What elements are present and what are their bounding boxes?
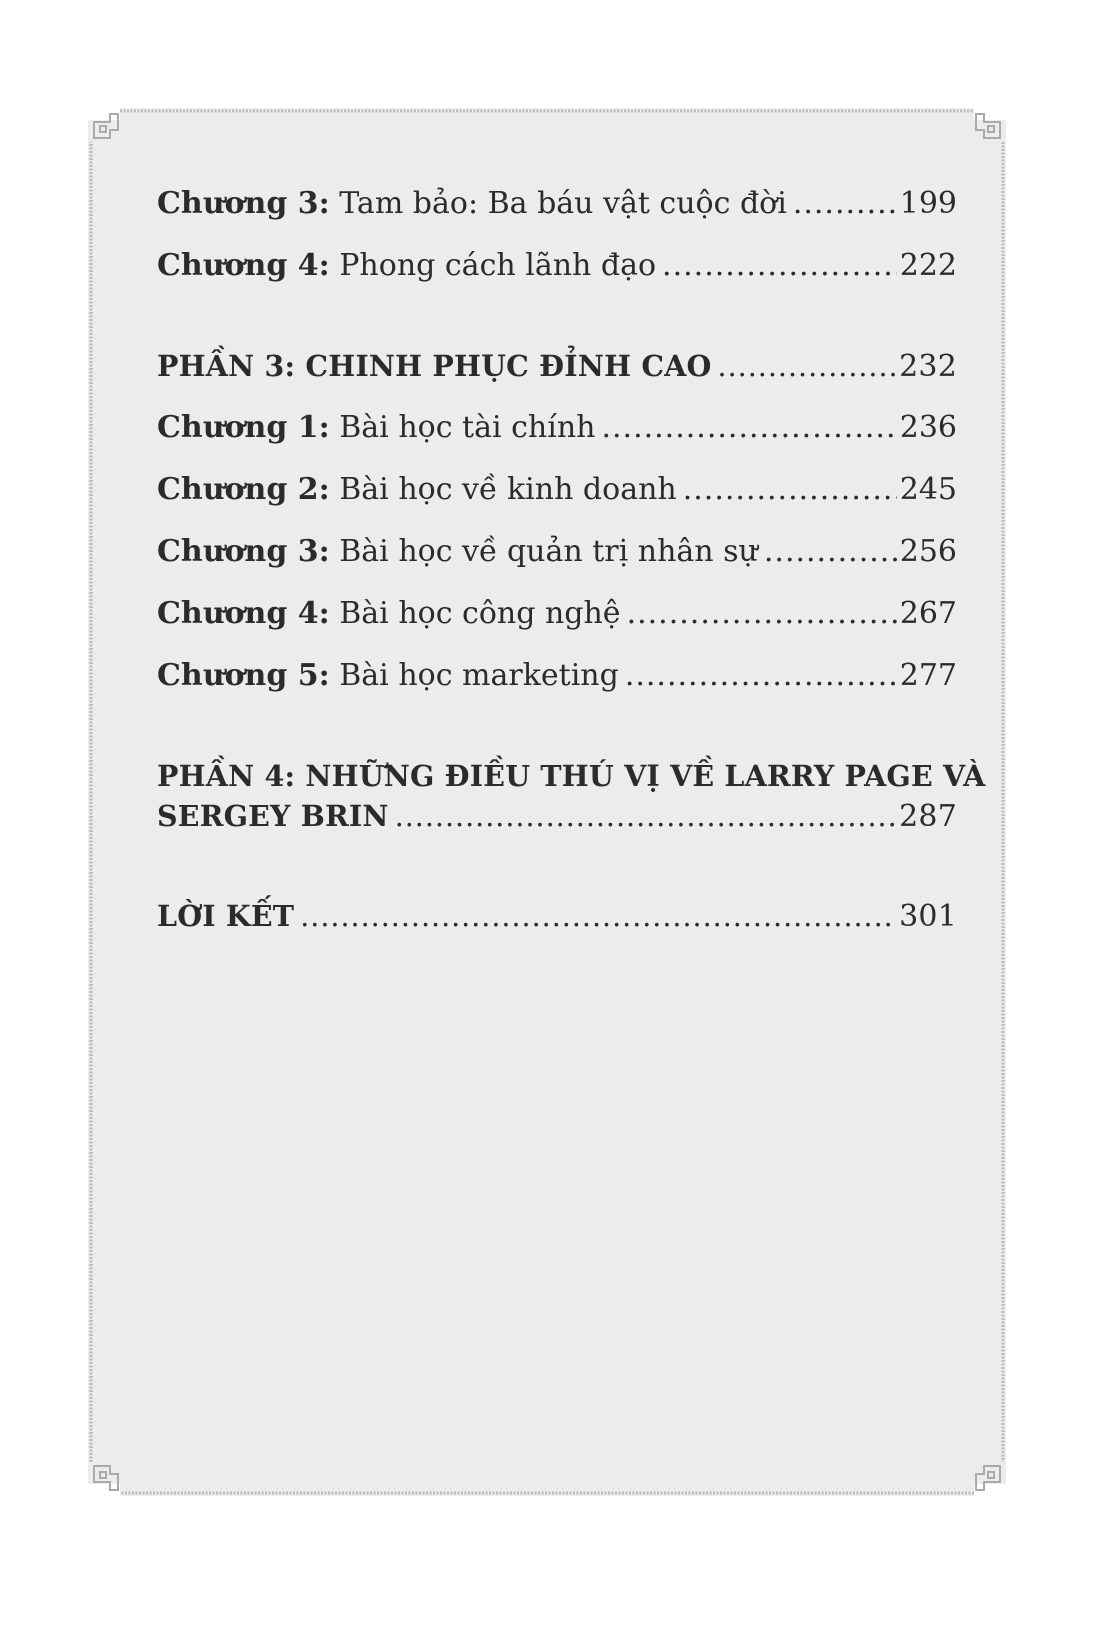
toc-entry-label: Chương 4: Phong cách lãnh đạo [157,248,657,283]
toc-part-label: PHẦN 3: CHINH PHỤC ĐỈNH CAO [157,349,712,383]
toc-entry-part-4[interactable] [157,756,986,836]
toc-entry-chapter-5-marketing[interactable] [157,656,957,696]
toc-page-number: 222 [899,248,957,283]
dot-leader [601,408,896,448]
dot-leader [627,594,897,634]
toc-entry-epilogue[interactable] [157,896,957,936]
toc-page-number: 245 [899,472,957,507]
dot-leader [793,184,897,224]
toc-page-number: 236 [899,410,957,445]
toc-entry-chapter-3-tam-bao[interactable] [157,184,957,224]
toc-part-4-second-line [157,796,957,836]
toc-page-number: 232 [899,349,957,384]
toc-entry-chapter-2-kinh-doanh[interactable] [157,470,957,510]
toc-part-label-line-1: PHẦN 4: NHỮNG ĐIỀU THÚ VỊ VỀ LARRY PAGE VÀ [157,759,986,793]
toc-page-number: 277 [899,658,957,693]
toc-entry-label: Chương 5: Bài học marketing [157,658,619,693]
toc-epilogue-label: LỜI KẾT [157,899,295,933]
dot-leader [300,897,896,937]
toc-entry-chapter-4-cong-nghe[interactable] [157,594,957,634]
toc-entry-label: Chương 2: Bài học về kinh doanh [157,472,677,507]
toc-entry-part-3[interactable] [157,346,957,386]
dot-leader [395,797,896,837]
toc-entry-chapter-4-phong-cach[interactable] [157,246,957,286]
dot-leader [683,470,897,510]
table-of-contents [157,184,986,958]
toc-page-number: 199 [899,186,957,221]
toc-entry-label: Chương 1: Bài học tài chính [157,410,596,445]
toc-entry-chapter-1-tai-chinh[interactable] [157,408,957,448]
toc-page-number: 287 [899,799,957,834]
toc-page-number: 267 [899,596,957,631]
toc-entry-label: Chương 4: Bài học công nghệ [157,596,621,631]
toc-entry-label: Chương 3: Bài học về quản trị nhân sự [157,534,758,569]
dot-leader [764,532,897,572]
toc-entry-chapter-3-nhan-su[interactable] [157,532,957,572]
toc-page-number: 301 [899,899,957,934]
dot-leader [718,347,897,387]
toc-page-number: 256 [899,534,957,569]
toc-part-label-line-2: SERGEY BRIN [157,799,389,833]
dot-leader [662,246,897,286]
toc-entry-label: Chương 3: Tam bảo: Ba báu vật cuộc đời [157,186,787,221]
dot-leader [625,656,897,696]
